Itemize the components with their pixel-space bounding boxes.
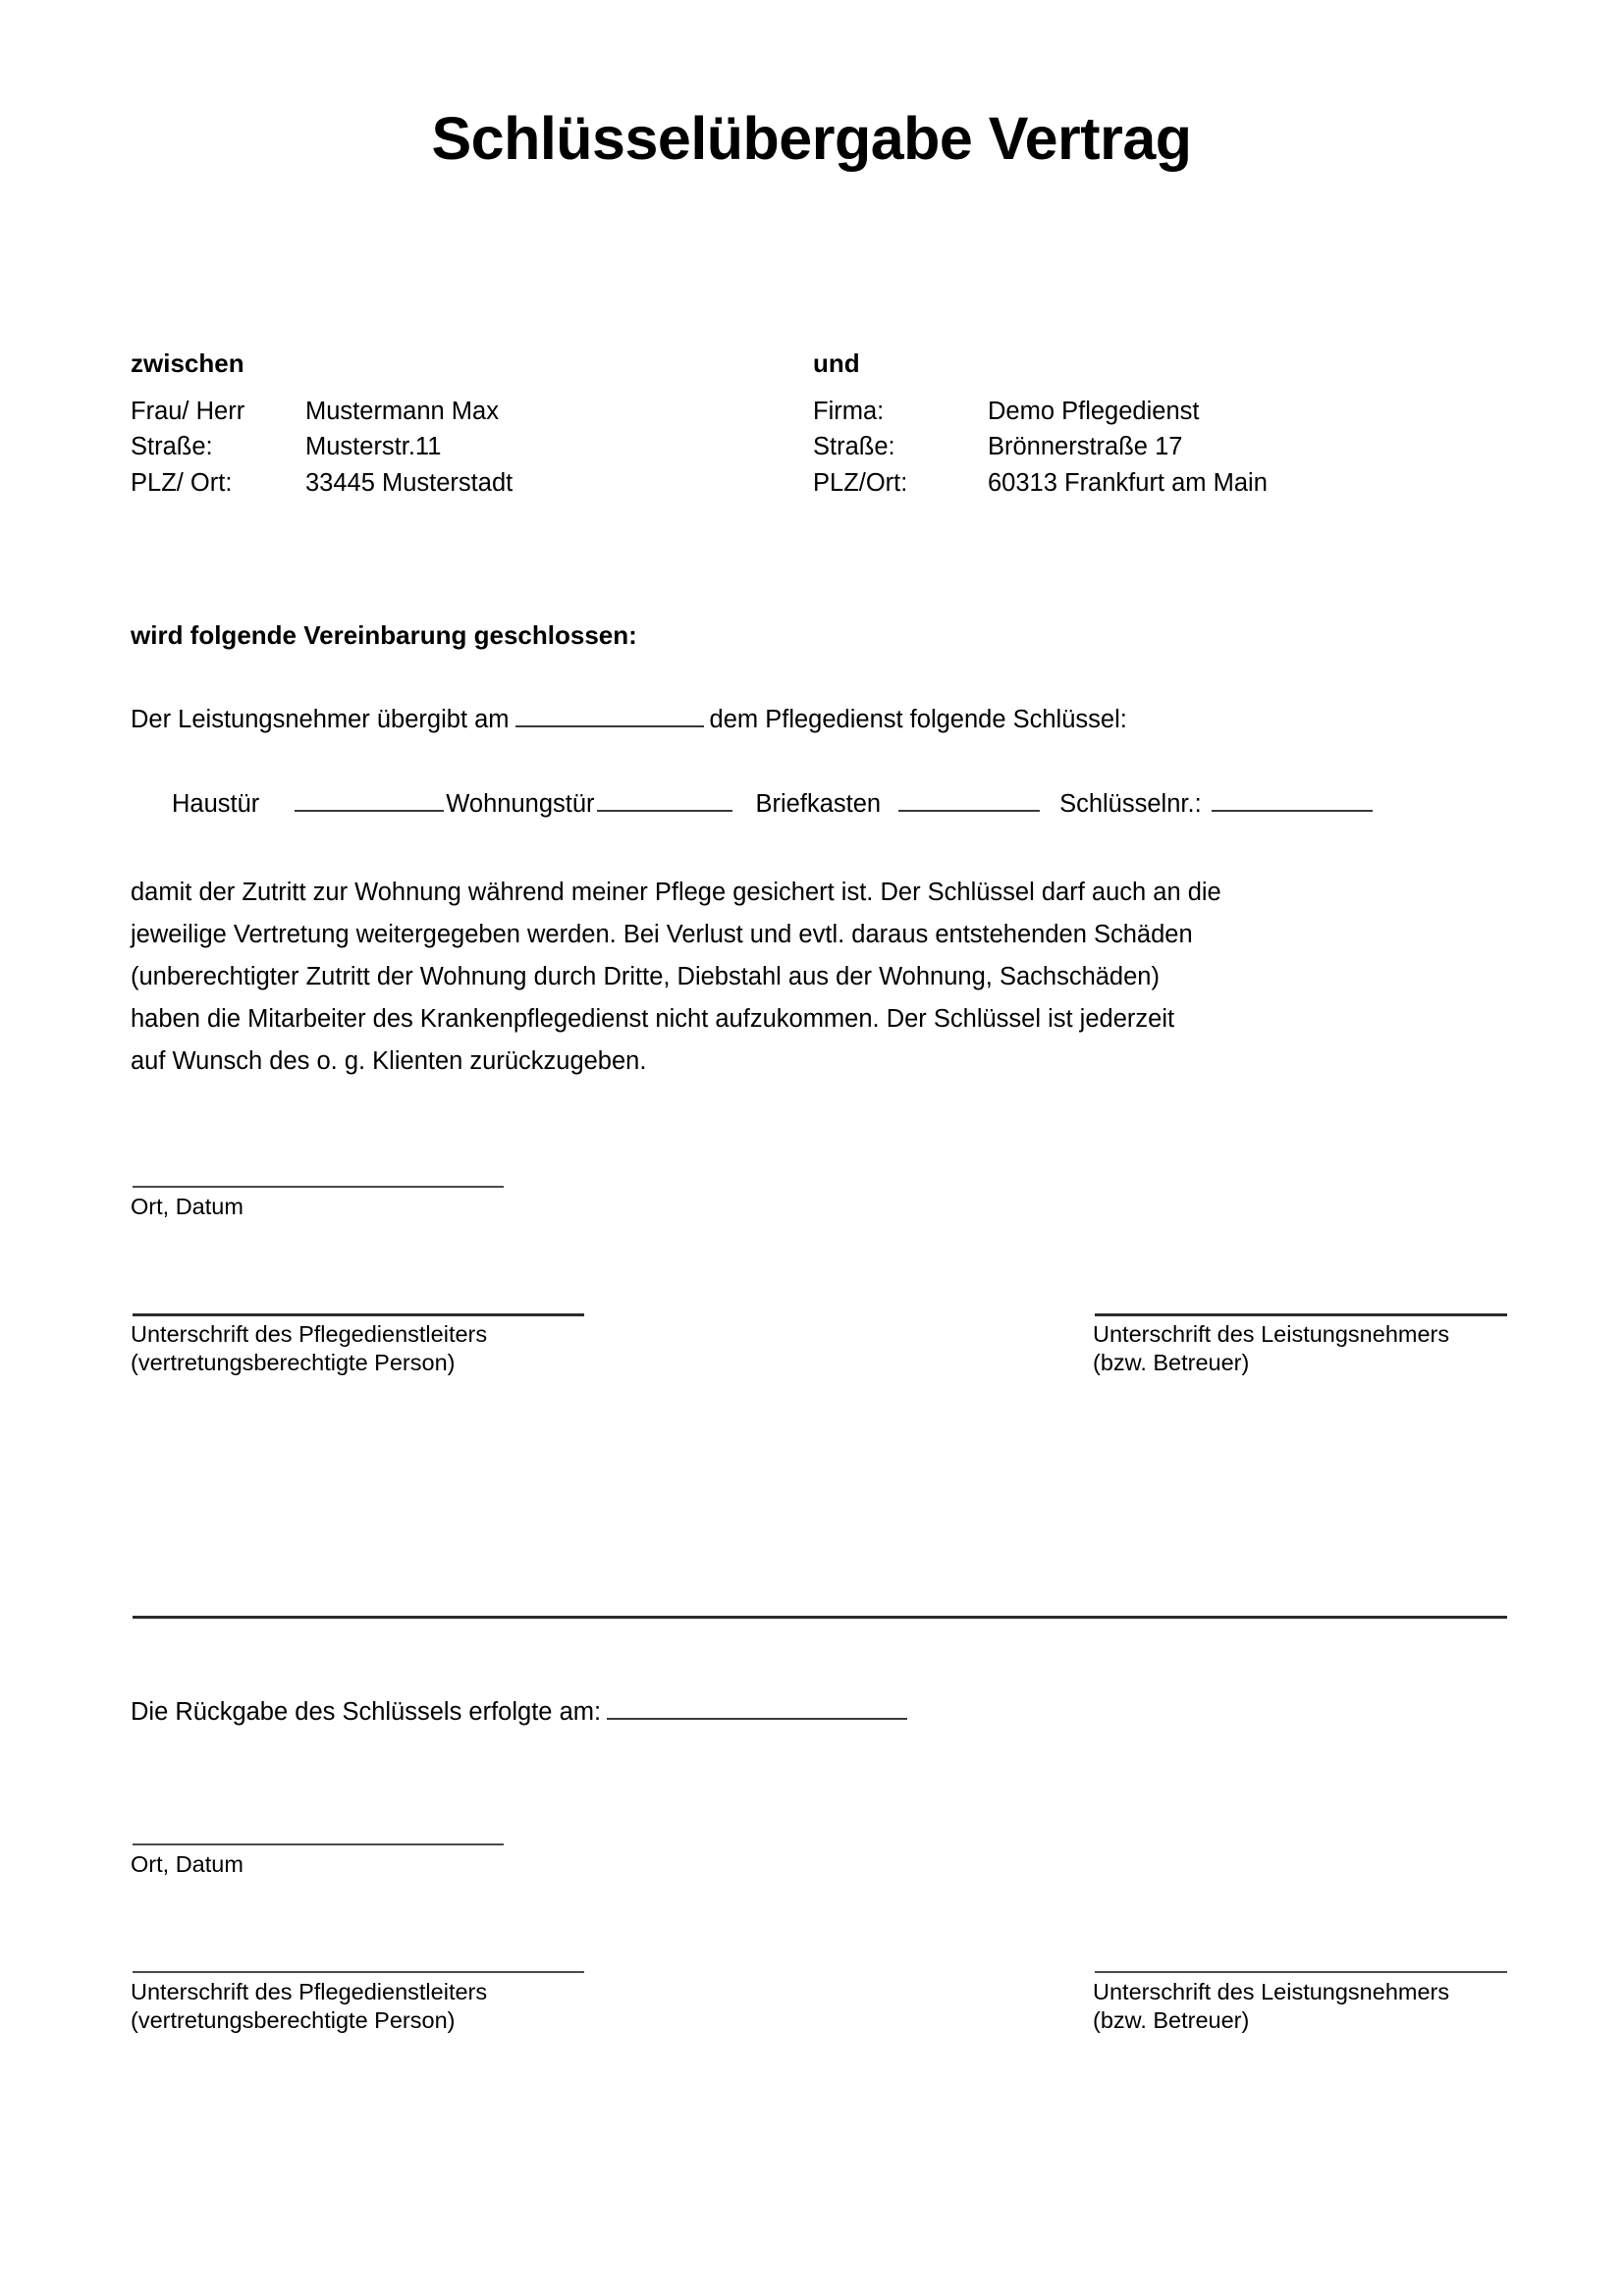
signature-caption-bottom-right	[1093, 1978, 1449, 2035]
key-return-line	[131, 1696, 913, 1727]
key-blank-schluesselnr[interactable]	[1212, 788, 1373, 812]
key-blank-wohnungstuer[interactable]	[597, 788, 732, 812]
handover-intro-line	[131, 704, 1127, 734]
party-right-label-city: PLZ/Ort:	[813, 468, 908, 497]
agreement-paragraph-line-1: damit der Zutritt zur Wohnung während meiner Pflege gesichert ist. Der Schlüssel darf auch an die	[131, 879, 1221, 906]
place-date-rule-bottom[interactable]	[133, 1843, 504, 1845]
agreement-paragraph	[131, 872, 1525, 1083]
key-return-label: Die Rückgabe des Schlüssels erfolgte am:	[131, 1698, 602, 1726]
agreement-paragraph-line-2: jeweilige Vertretung weitergegeben werden. Bei Verlust und evtl. daraus entstehenden Schäden	[131, 921, 1193, 948]
page-title: Schlüsselübergabe Vertrag	[431, 105, 1192, 172]
section-divider	[133, 1616, 1507, 1619]
party-left-label-street: Straße:	[131, 433, 213, 460]
key-label-wohnungstuer: Wohnungstür	[446, 790, 595, 818]
signature-caption-top-right	[1093, 1320, 1449, 1377]
key-label-briefkasten: Briefkasten	[755, 790, 882, 818]
signature-rule-top-right[interactable]	[1095, 1313, 1507, 1316]
key-items-row	[172, 788, 1373, 819]
party-right-heading: und	[813, 348, 860, 378]
party-left-heading: zwischen	[131, 348, 244, 378]
party-left-value-street: Musterstr.11	[305, 433, 442, 460]
signature-caption-bottom-right-line2: (bzw. Betreuer)	[1093, 2007, 1250, 2033]
party-left-label-name: Frau/ Herr	[131, 397, 245, 425]
place-date-caption-bottom: Ort, Datum	[131, 1851, 243, 1877]
party-right-label-street: Straße:	[813, 433, 895, 460]
key-label-haustuer: Haustür	[172, 790, 260, 818]
key-blank-haustuer[interactable]	[295, 788, 444, 812]
agreement-paragraph-line-3: (unberechtigter Zutritt der Wohnung durch Dritte, Diebstahl aus der Wohnung, Sachschäden)	[131, 963, 1160, 990]
party-block-left	[131, 346, 513, 501]
handover-intro-suffix: dem Pflegedienst folgende Schlüssel:	[709, 706, 1127, 733]
party-right-label-company: Firma:	[813, 397, 885, 425]
party-right-row-street	[813, 429, 1268, 465]
signature-caption-bottom-right-line1: Unterschrift des Leistungsnehmers	[1093, 1979, 1450, 2004]
place-date-rule-top[interactable]	[133, 1186, 504, 1188]
signature-caption-bottom-left	[131, 1978, 487, 2035]
party-left-label-city: PLZ/ Ort:	[131, 468, 233, 497]
party-left-row-city	[131, 465, 513, 502]
signature-caption-top-right-line2: (bzw. Betreuer)	[1093, 1350, 1250, 1375]
signature-caption-top-right-line1: Unterschrift des Leistungsnehmers	[1093, 1321, 1450, 1347]
key-blank-briefkasten[interactable]	[898, 788, 1040, 812]
party-left-row-name	[131, 394, 513, 430]
party-right-row-city	[813, 465, 1268, 502]
agreement-heading: wird folgende Vereinbarung geschlossen:	[131, 620, 637, 650]
agreement-paragraph-line-5: auf Wunsch des o. g. Klienten zurückzugeben.	[131, 1047, 647, 1075]
signature-rule-bottom-left[interactable]	[133, 1971, 584, 1973]
key-label-schluesselnr: Schlüsselnr.:	[1059, 790, 1202, 818]
signature-caption-top-left-line1: Unterschrift des Pflegedienstleiters	[131, 1321, 488, 1347]
party-left-row-street	[131, 429, 513, 465]
key-return-date-blank[interactable]	[607, 1696, 907, 1720]
party-right-value-city: 60313 Frankfurt am Main	[988, 468, 1268, 497]
signature-caption-top-left-line2: (vertretungsberechtigte Person)	[131, 1350, 456, 1375]
signature-rule-top-left[interactable]	[133, 1313, 584, 1316]
handover-intro-prefix: Der Leistungsnehmer übergibt am	[131, 706, 510, 733]
signature-rule-bottom-right[interactable]	[1095, 1971, 1507, 1973]
agreement-paragraph-line-4: haben die Mitarbeiter des Krankenpflegedienst nicht aufzukommen. Der Schlüssel ist jederzeit	[131, 1005, 1175, 1033]
signature-caption-bottom-left-line1: Unterschrift des Pflegedienstleiters	[131, 1979, 488, 2004]
handover-date-blank[interactable]	[515, 704, 704, 727]
place-date-caption-top: Ort, Datum	[131, 1194, 243, 1219]
party-left-value-city: 33445 Musterstadt	[305, 468, 514, 497]
signature-caption-bottom-left-line2: (vertretungsberechtigte Person)	[131, 2007, 456, 2033]
party-right-row-company	[813, 394, 1268, 430]
signature-caption-top-left	[131, 1320, 487, 1377]
party-right-value-company: Demo Pflegedienst	[988, 397, 1200, 425]
party-block-right	[813, 346, 1268, 501]
party-left-value-name: Mustermann Max	[305, 397, 499, 425]
party-right-value-street: Brönnerstraße 17	[988, 433, 1183, 460]
